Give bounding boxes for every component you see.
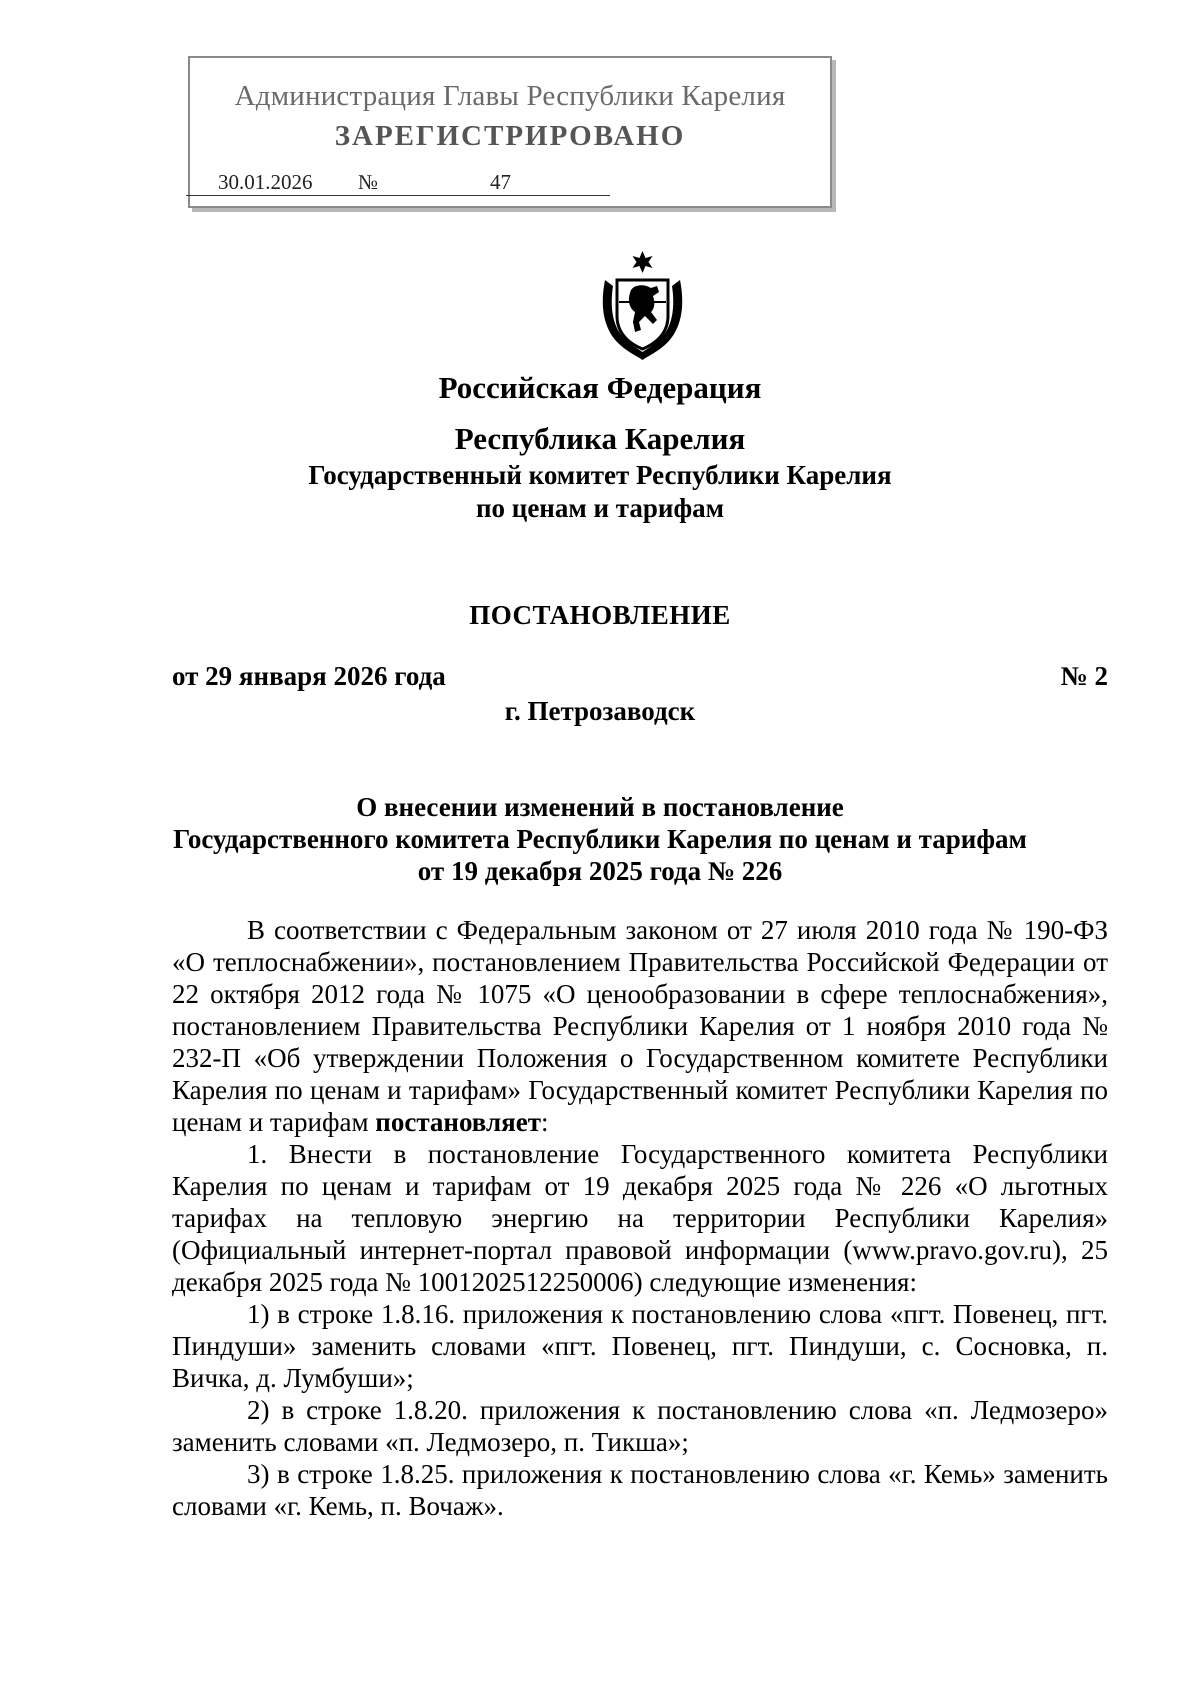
document-number: № 2: [1060, 661, 1108, 691]
stamp-number: 47: [490, 170, 511, 194]
header-committee-line1: Государственный комитет Республики Карелия: [308, 460, 892, 490]
registration-stamp: [188, 56, 832, 208]
document-body: [172, 914, 1108, 1522]
preamble-text: В соответствии с Федеральным законом от 27 июля 2010 года № 190-ФЗ «О теплоснабжении», постановлением Правительства Российской Федерации от 22 октября 2012 года № 1075 «О ценообразовании в сфере теплоснабжения», постановлением Правительства Республики Карелия от 1 ноября 2010 года № 232-П «Об утверждении Положения о Государственном комитете Республики Карелия по ценам и тарифам» Государственный комитет Республики Карелия по ценам и тарифам: [172, 915, 1108, 1137]
preamble-paragraph: [172, 914, 1108, 1138]
preamble-bold: постановляет: [375, 1107, 542, 1137]
stamp-status: ЗАРЕГИСТРИРОВАНО: [334, 120, 686, 152]
header-committee-line2: по ценам и тарифам: [475, 493, 725, 523]
karelia-coat-of-arms-icon: [595, 250, 690, 362]
item-1: 1. Внести в постановление Государственного комитета Республики Карелия по ценам и тарифам от 19 декабря 2025 года № 226 «О льготных тарифах на тепловую энергию на территории Республики Карелия» (Официальный интернет-портал правовой информации (www.pravo.gov.ru), 25 декабря 2025 года № 1001202512250006) следующие изменения:: [172, 1139, 1108, 1297]
document-title-line1: О внесении изменений в постановление: [356, 792, 844, 822]
document-city: г. Петрозаводск: [504, 696, 696, 726]
stamp-number-label: №: [358, 170, 379, 194]
document-title-line2: Государственного комитета Республики Карелия по ценам и тарифам: [173, 824, 1027, 854]
stamp-date: 30.01.2026: [218, 170, 313, 194]
sub-item-3: 3) в строке 1.8.25. приложения к постановлению слова «г. Кемь» заменить словами «г. Кемь, п. Вочаж».: [172, 1459, 1108, 1521]
preamble-end: :: [541, 1107, 549, 1137]
stamp-underline: [186, 195, 610, 196]
sub-item-2: 2) в строке 1.8.20. приложения к постановлению слова «п. Ледмозеро» заменить словами «п. Ледмозеро, п. Тикша»;: [172, 1395, 1108, 1457]
stamp-organization: Администрация Главы Республики Карелия: [234, 80, 786, 112]
document-type: ПОСТАНОВЛЕНИЕ: [469, 600, 731, 630]
sub-item-1: 1) в строке 1.8.16. приложения к постановлению слова «пгт. Повенец, пгт. Пиндуши» заменить словами «пгт. Повенец, пгт. Пиндуши, с. Сосновка, п. Вичка, д. Лумбуши»;: [172, 1299, 1108, 1393]
document-date: от 29 января 2026 года: [172, 661, 446, 691]
header-republic: Республика Карелия: [454, 421, 746, 456]
header-federation: Российская Федерация: [438, 370, 762, 405]
document-title-line3: от 19 декабря 2025 года № 226: [417, 856, 783, 886]
